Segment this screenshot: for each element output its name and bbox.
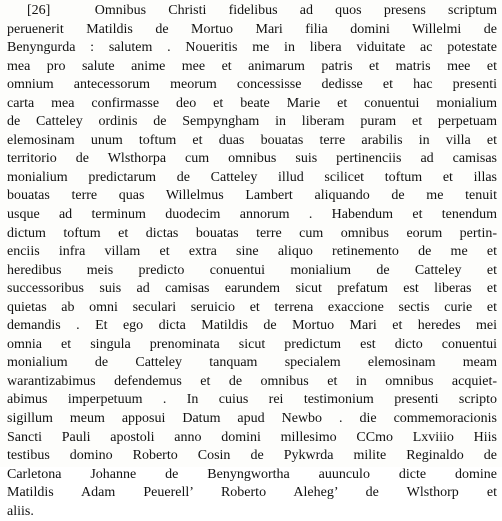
text-line: monialium de Catteley tanquam specialem elemosinam meam (7, 355, 497, 371)
text-line: heredibus meis predicto conuentui monialium de Catteley et (7, 262, 497, 278)
text-line: Matildis Adam Peuerell’ Roberto Aleheg’ de Wlsthorp et (7, 485, 497, 501)
text-line: Benyngurda : salutem . Noueritis me in libera viduitate ac potestate (7, 40, 497, 56)
text-line: warantizabimus defendemus et de omnibus et in omnibus acquiet- (7, 373, 497, 389)
text-line: usque ad terminum duodecim annorum . Habendum et tenendum (7, 207, 497, 223)
text-line: omnium antecessorum meorum concessisse dedisse et hac presenti (7, 77, 497, 93)
text-line: aliis. (7, 503, 34, 519)
text-line: carta mea confirmasse deo et beate Marie et conuentui monialium (7, 95, 497, 111)
text-line: bouatas terre quas Willelmus Lambert aliquando de me tenuit (7, 188, 497, 204)
text-line: omnia et singula prenominata sicut predictum est dicto conuentui (7, 336, 497, 352)
text-line: sigillum meum apposui Datum apud Newbo . die commemoracionis (7, 411, 497, 427)
text-line: peruenerit Matildis de Mortuo Mari filia domini Willelmi de (7, 21, 497, 37)
text-line: enciis infra villam et extra sine aliquo retinemento de me et (7, 244, 497, 260)
text-line-content: Omnibus Christi fidelibus ad quos presens scriptum (94, 3, 497, 18)
text-line: elemosinam unum toftum et duas bouatas terre arabilis in villa et (7, 132, 497, 148)
text-line: mea pro salute anime mee et animarum patris et matris mee et (7, 58, 497, 74)
text-line: successoribus suis ad camisas earundem sicut prefatum est liberas et (7, 281, 497, 297)
text-line: demandis . Et ego dicta Matildis de Mortuo Mari et heredes mei (7, 318, 497, 334)
text-line: quietas ab omni seculari seruicio et terrena exaccione sectis curie et (7, 299, 497, 315)
text-line: testibus domino Roberto Cosin de Pykwrda milite Reginaldo de (7, 448, 497, 464)
text-line (7, 2, 497, 21)
text-line: abimus imperpetuum . In cuius rei testimonium presenti scripto (7, 392, 497, 408)
text-line: monialium predictarum de Catteley illud scilicet toftum et illas (7, 169, 497, 185)
charter-number: [26] (27, 3, 51, 18)
text-line: Carletona Johanne de Benyngwortha auunculo dicte domine (7, 466, 497, 482)
text-line: dictum toftum et dictas bouatas terre cum omnibus eorum pertin- (7, 225, 497, 241)
charter-text (7, 2, 497, 521)
text-line: Sancti Pauli apostoli anno domini millesimo CCmo Lxviiio Hiis (7, 429, 497, 445)
text-line: territorio de Wlsthorpa cum omnibus suis pertinenciis ad camisas (7, 151, 497, 167)
text-line: de Catteley ordinis de Sempyngham in liberam puram et perpetuam (7, 114, 497, 130)
